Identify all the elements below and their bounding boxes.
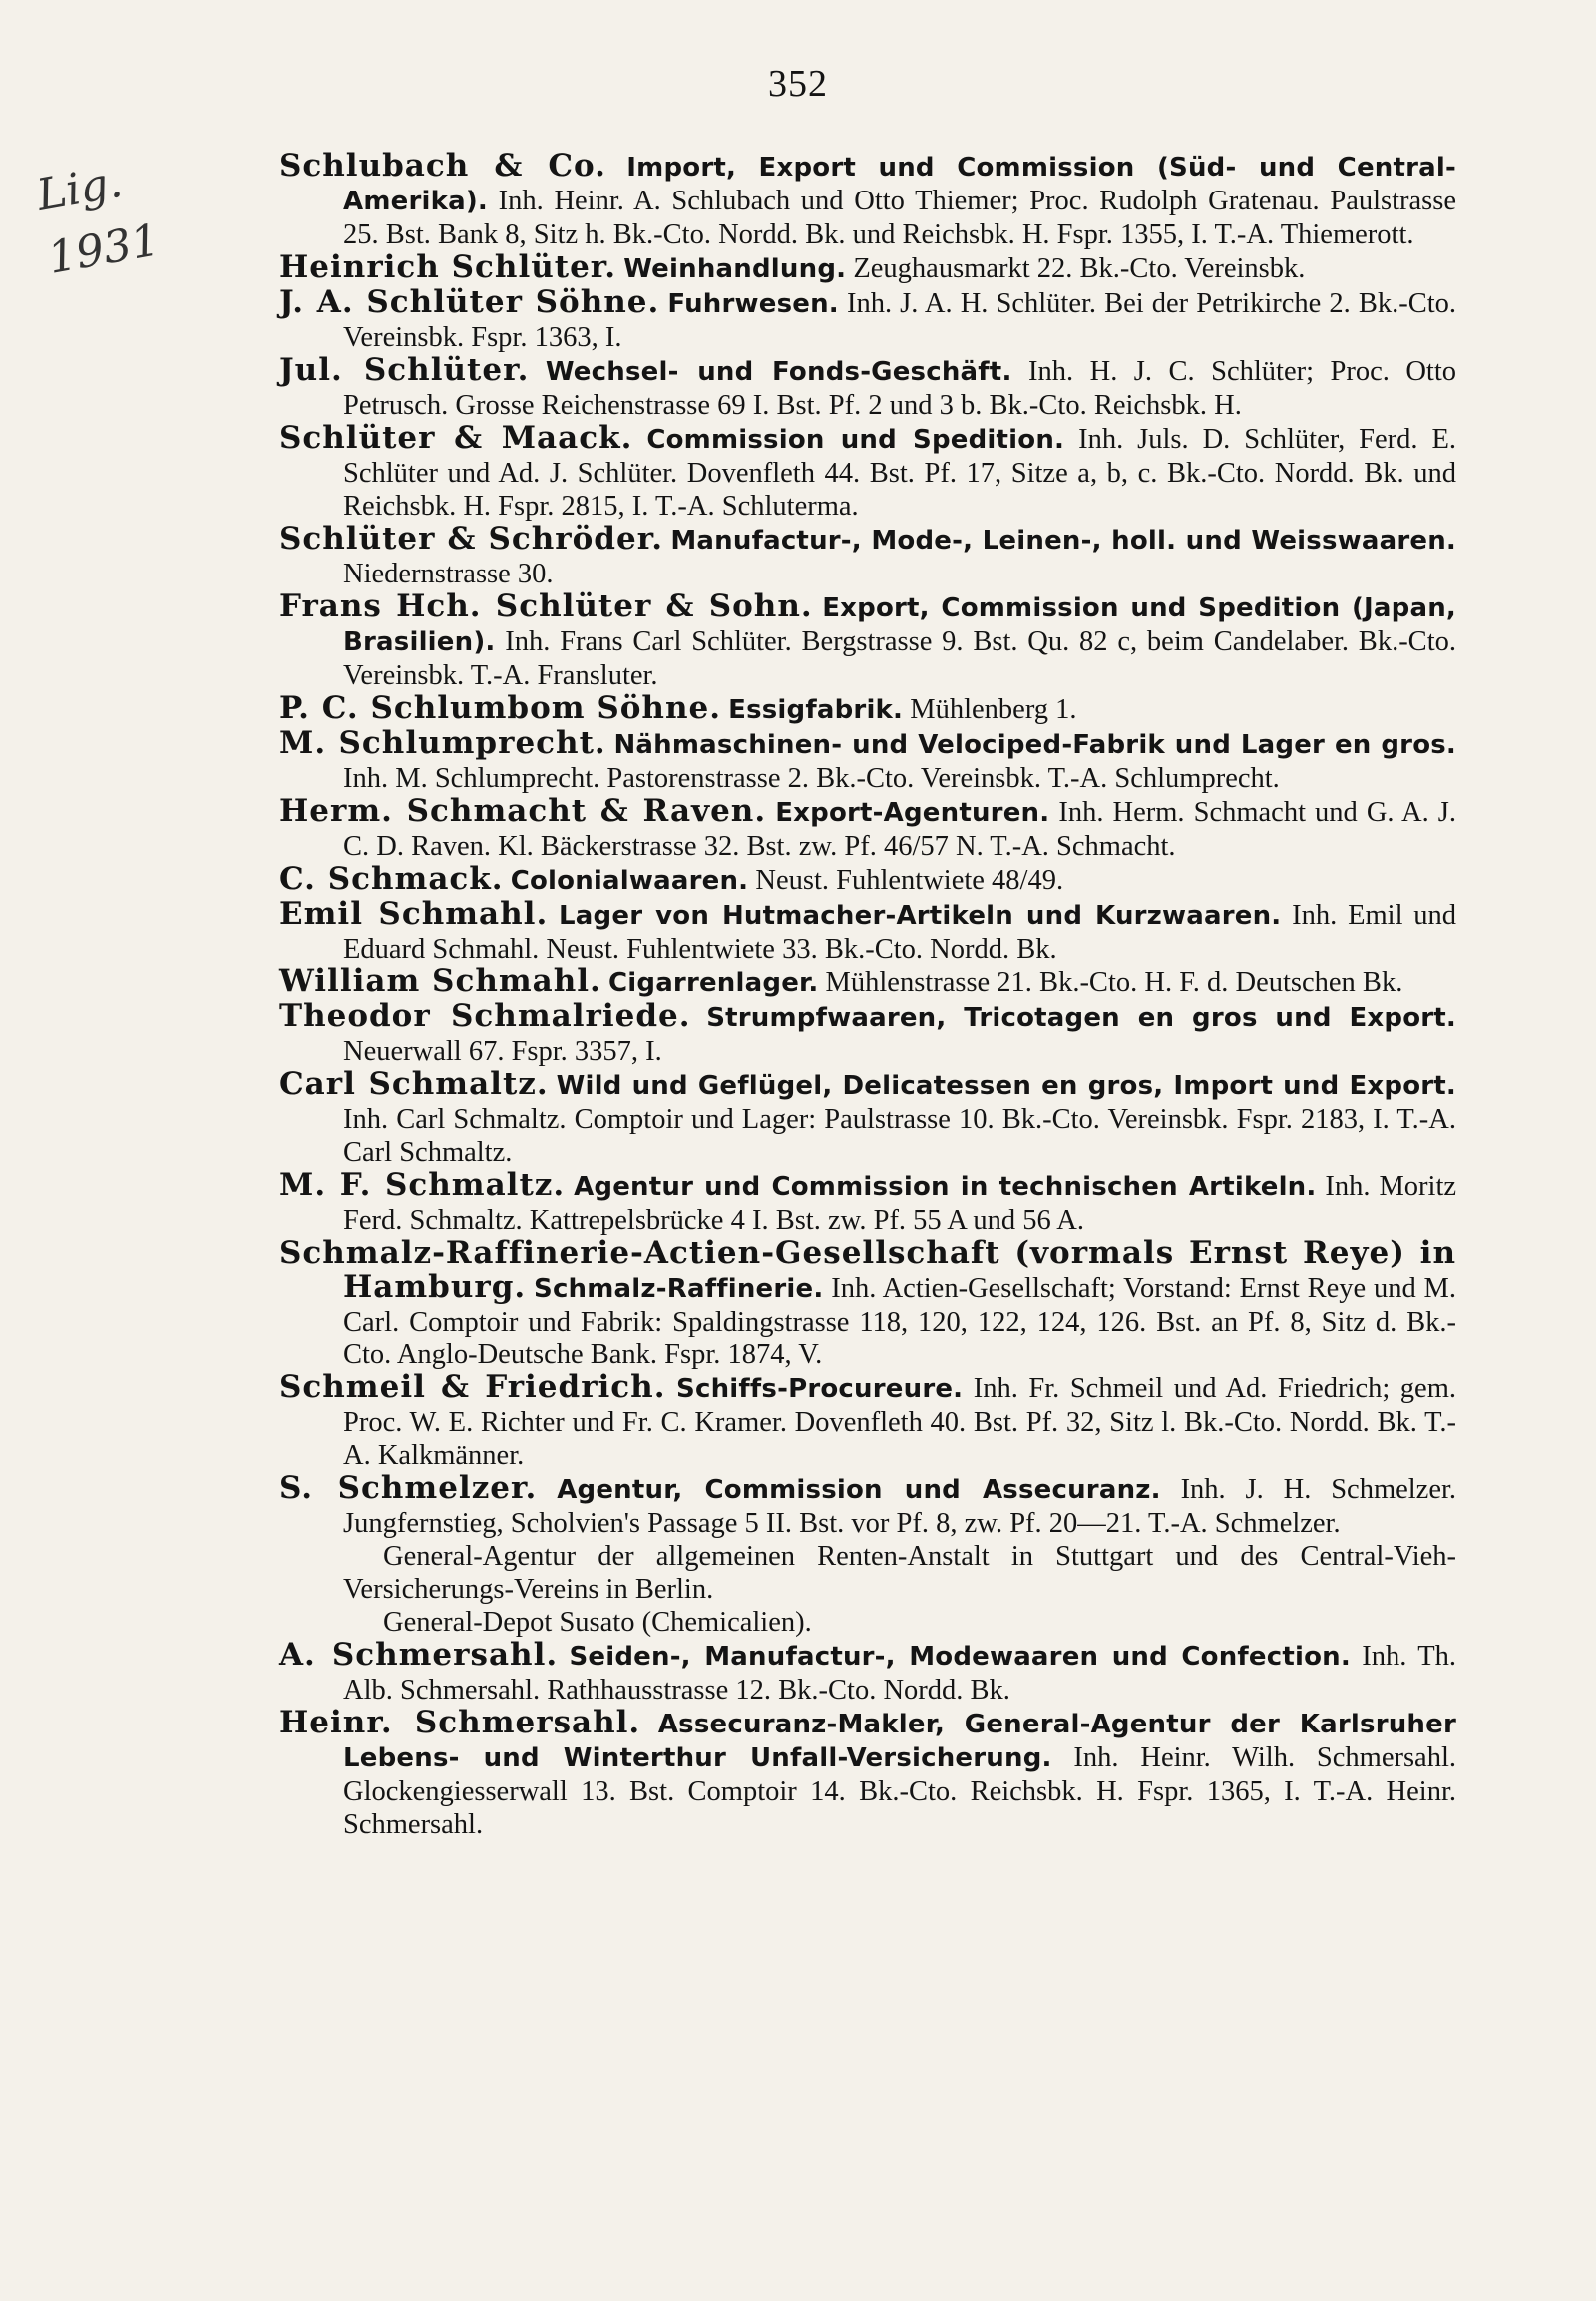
business-type: Colonialwaaren. <box>510 866 749 896</box>
firm-name: Emil Schmahl. <box>279 896 549 932</box>
directory-entry <box>279 965 1456 1000</box>
directory-entry <box>279 590 1456 692</box>
entry-details: Neuerwall 67. Fspr. 3357, I. <box>343 1036 662 1067</box>
directory-entry <box>279 286 1456 354</box>
firm-name: Schlüter & Schröder. <box>279 521 663 557</box>
firm-name: M. F. Schmaltz. <box>279 1167 566 1203</box>
entry-details: Inh. Th. Alb. Schmersahl. Rathhausstrasse 12. Bk.-Cto. Nordd. Bk. <box>343 1641 1456 1706</box>
business-type: Manufactur-, Mode-, Leinen-, holl. und Weisswaaren. <box>670 526 1456 556</box>
directory-entry <box>279 1371 1456 1472</box>
business-type: Agentur und Commission in technischen Artikeln. <box>574 1172 1317 1202</box>
firm-name: Schmalz-Raffinerie-Actien-Gesellschaft (vormals Ernst Reye) in Hamburg. <box>279 1235 1456 1305</box>
directory-entry <box>279 1169 1456 1237</box>
margin-note-line: Lig. <box>33 156 127 221</box>
directory-entry <box>279 1237 1456 1371</box>
entry-details: Inh. M. Schlumprecht. Pastorenstrasse 2. Bk.-Cto. Vereinsbk. T.-A. Schlumprecht. <box>343 763 1280 794</box>
business-type: Agentur, Commission und Assecuranz. <box>557 1475 1161 1505</box>
business-type: Strumpfwaaren, Tricotagen en gros und Export. <box>706 1003 1456 1033</box>
directory-entry <box>279 523 1456 590</box>
business-type: Commission und Spedition. <box>646 425 1065 455</box>
entry-details: Inh. Carl Schmaltz. Comptoir und Lager: Paulstrasse 10. Bk.-Cto. Vereinsbk. Fspr. 2183, I. T.-A. Carl Schmaltz. <box>343 1104 1456 1168</box>
handwritten-margin-note <box>32 136 221 291</box>
entry-details: Inh. Juls. D. Schlüter, Ferd. E. Schlüter und Ad. J. Schlüter. Dovenfleth 44. Bst. Pf. 17, Sitze a, b, c. Bk.-Cto. Nordd. Bk. und Reichsbk. H. Fspr. 2815, I. T.-A. Schluterma. <box>343 424 1457 522</box>
business-type: Essigfabrik. <box>728 695 904 725</box>
firm-name: Theodor Schmalriede. <box>279 998 691 1034</box>
firm-name: Heinrich Schlüter. <box>279 249 617 285</box>
directory-entry <box>279 1639 1456 1707</box>
directory-entry <box>279 898 1456 965</box>
directory-entry <box>279 1068 1456 1169</box>
firm-name: S. Schmelzer. <box>279 1470 538 1506</box>
directory-entry <box>279 727 1456 795</box>
business-type: Weinhandlung. <box>623 254 847 284</box>
firm-name: Herm. Schmacht & Raven. <box>279 793 767 829</box>
directory-entry <box>279 1000 1456 1068</box>
margin-note-line: 1931 <box>44 214 164 284</box>
business-type: Nähmaschinen- und Velociped-Fabrik und Lager en gros. <box>613 730 1457 760</box>
business-type: Cigarrenlager. <box>607 968 819 998</box>
page-number: 352 <box>768 63 828 105</box>
business-type: Schmalz-Raffinerie. <box>534 1274 824 1304</box>
business-type: Seiden-, Manufactur-, Modewaaren und Confection. <box>569 1642 1351 1672</box>
entry-details: Inh. Emil und Eduard Schmahl. Neust. Fuhlentwiete 33. Bk.-Cto. Nordd. Bk. <box>343 900 1457 964</box>
firm-name: Schlubach & Co. <box>279 148 606 184</box>
entry-details: Inh. Herm. Schmacht und G. A. J. C. D. Raven. Kl. Bäckerstrasse 32. Bst. zw. Pf. 46/57 N. T.-A. Schmacht. <box>343 797 1457 862</box>
directory-entry <box>279 1472 1456 1540</box>
entry-details: Inh. Fr. Schmeil und Ad. Friedrich; gem. Proc. W. E. Richter und Fr. C. Kramer. Dovenfleth 40. Bst. Pf. 32, Sitz l. Bk.-Cto. Nordd. Bk. T.-A. Kalkmänner. <box>343 1373 1456 1471</box>
entry-details: Inh. J. H. Schmelzer. Jungfernstieg, Scholvien's Passage 5 II. Bst. vor Pf. 8, zw. Pf. 20—21. T.-A. Schmelzer. <box>343 1474 1457 1539</box>
firm-name: C. Schmack. <box>279 861 504 897</box>
business-type: Export-Agenturen. <box>775 798 1050 828</box>
firm-name: M. Schlumprecht. <box>279 725 606 761</box>
business-type: Assecuranz-Makler, General-Agentur der Karlsruher Lebens- und Winterthur Unfall-Versicherung. <box>343 1710 1456 1773</box>
entry-note: General-Depot Susato (Chemicalien). <box>383 1607 812 1638</box>
firm-name: J. A. Schlüter Söhne. <box>279 284 660 320</box>
business-type: Fuhrwesen. <box>667 289 839 319</box>
directory-entries <box>279 150 1456 1841</box>
entry-details: Mühlenberg 1. <box>910 694 1077 725</box>
firm-name: William Schmahl. <box>279 963 601 999</box>
directory-entry <box>279 251 1456 286</box>
entry-details: Zeughausmarkt 22. Bk.-Cto. Vereinsbk. <box>853 253 1306 284</box>
directory-entry <box>279 354 1456 422</box>
business-type: Export, Commission und Spedition (Japan, Brasilien). <box>343 593 1457 657</box>
directory-entry <box>279 863 1456 898</box>
entry-note: General-Agentur der allgemeinen Renten-Anstalt in Stuttgart und des Central-Vieh-Versicherungs-Vereins in Berlin. <box>343 1541 1456 1605</box>
firm-name: Schmeil & Friedrich. <box>279 1369 666 1405</box>
business-type: Schiffs-Procureure. <box>676 1374 964 1404</box>
entry-details: Inh. Actien-Gesellschaft; Vorstand: Ernst Reye und M. Carl. Comptoir und Fabrik: Spaldingstrasse 118, 120, 122, 124, 126. Bst. an Pf. 8, Sitz d. Bk.-Cto. Anglo-Deutsche Bank. Fspr. 1874, V. <box>343 1273 1457 1370</box>
firm-name: Carl Schmaltz. <box>279 1066 549 1102</box>
business-type: Lager von Hutmacher-Artikeln und Kurzwaaren. <box>559 901 1282 931</box>
directory-entry <box>279 692 1456 727</box>
entry-details: Inh. Moritz Ferd. Schmaltz. Kattrepelsbrücke 4 I. Bst. zw. Pf. 55 A und 56 A. <box>343 1171 1457 1236</box>
entry-details: Inh. Heinr. A. Schlubach und Otto Thiemer; Proc. Rudolph Gratenau. Paulstrasse 25. Bst. Bank 8, Sitz h. Bk.-Cto. Nordd. Bk. und Reichsbk. H. Fspr. 1355, I. T.-A. Thiemerott. <box>343 186 1457 250</box>
business-type: Import, Export und Commission (Süd- und Central-Amerika). <box>343 153 1456 216</box>
directory-entry <box>279 795 1456 863</box>
directory-entry <box>279 1707 1456 1841</box>
entry-details: Inh. J. A. H. Schlüter. Bei der Petrikirche 2. Bk.-Cto. Vereinsbk. Fspr. 1363, I. <box>343 288 1456 353</box>
business-type: Wild und Geflügel, Delicatessen en gros, Import und Export. <box>556 1071 1456 1101</box>
firm-name: Jul. Schlüter. <box>279 352 530 388</box>
firm-name: Frans Hch. Schlüter & Sohn. <box>279 588 813 624</box>
directory-entry <box>279 422 1456 523</box>
firm-name: P. C. Schlumbom Söhne. <box>279 690 721 726</box>
entry-details: Inh. Heinr. Wilh. Schmersahl. Glockengiesserwall 13. Bst. Comptoir 14. Bk.-Cto. Reichsbk. H. Fspr. 1365, I. T.-A. Heinr. Schmersahl. <box>343 1742 1456 1840</box>
directory-entry <box>279 150 1456 251</box>
entry-details: Niedernstrasse 30. <box>343 559 554 589</box>
entry-details: Inh. Frans Carl Schlüter. Bergstrasse 9. Bst. Qu. 82 c, beim Candelaber. Bk.-Cto. Vereinsbk. T.-A. Fransluter. <box>343 626 1456 691</box>
firm-name: Heinr. Schmersahl. <box>279 1705 641 1740</box>
business-type: Wechsel- und Fonds-Geschäft. <box>545 357 1012 387</box>
entry-details: Inh. H. J. C. Schlüter; Proc. Otto Petrusch. Grosse Reichenstrasse 69 I. Bst. Pf. 2 und 3 b. Bk.-Cto. Reichsbk. H. <box>343 356 1457 421</box>
firm-name: Schlüter & Maack. <box>279 420 633 456</box>
entry-details: Mühlenstrasse 21. Bk.-Cto. H. F. d. Deutschen Bk. <box>825 967 1403 998</box>
firm-name: A. Schmersahl. <box>279 1637 559 1673</box>
entry-details: Neust. Fuhlentwiete 48/49. <box>755 865 1064 896</box>
